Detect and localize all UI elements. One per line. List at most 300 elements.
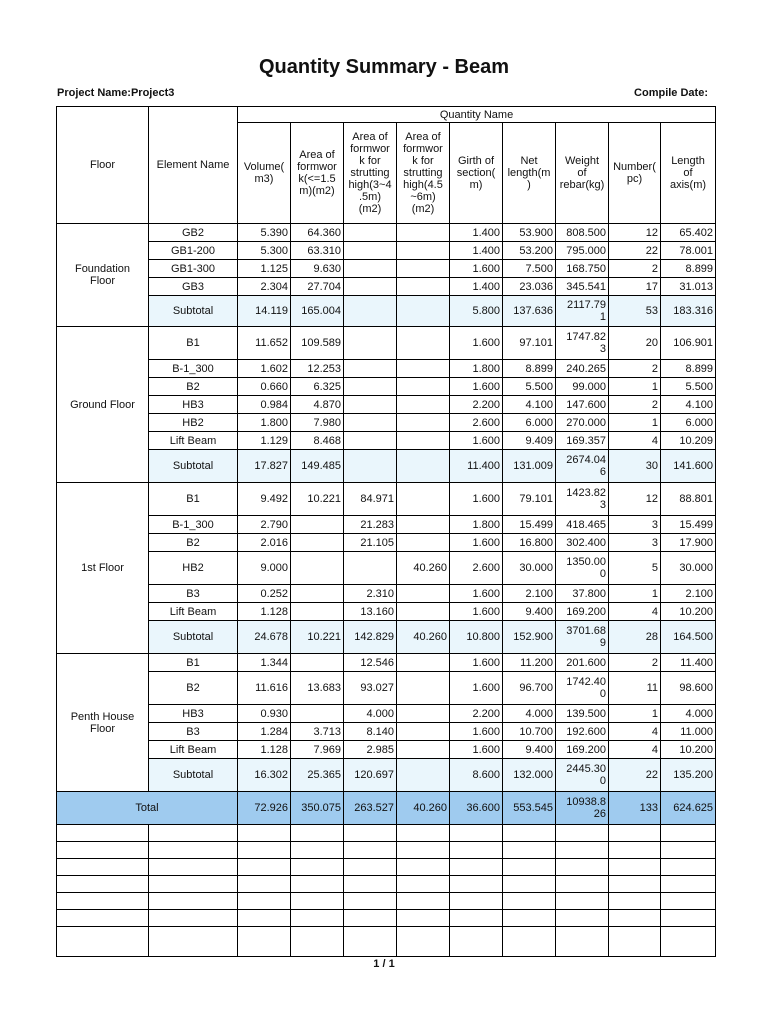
number-cell: 22 [609,242,661,260]
area-strutting-3-4-5-cell [344,224,397,242]
area-strutting-4-5-6-cell [397,534,450,552]
blank-cell [57,893,149,910]
blank-cell [57,910,149,927]
blank-cell [503,893,556,910]
area-strutting-3-4-5-column-header: Area of formwor k for strutting high(3~4 .5m) (m2) [344,123,397,224]
blank-cell [609,825,661,842]
number-cell: 1 [609,414,661,432]
subtotal-area-formwork-cell: 165.004 [291,296,344,327]
element-name-cell: Lift Beam [149,432,238,450]
blank-row [57,927,716,957]
area-strutting-3-4-5-cell: 93.027 [344,672,397,705]
weight-rebar-cell: 139.500 [556,705,609,723]
net-length-cell: 6.000 [503,414,556,432]
area-strutting-4-5-6-cell [397,672,450,705]
total-row [57,792,716,825]
element-name-cell: GB1-300 [149,260,238,278]
area-strutting-4-5-6-cell [397,360,450,378]
subtotal-area-strutting-3-4-5-cell [344,296,397,327]
subtotal-net-length-cell: 132.000 [503,759,556,792]
blank-cell [149,859,238,876]
element-name-cell: B2 [149,534,238,552]
volume-cell: 1.129 [238,432,291,450]
subtotal-length-axis-cell: 135.200 [661,759,716,792]
blank-cell [556,842,609,859]
volume-cell: 1.128 [238,603,291,621]
area-formwork-cell: 63.310 [291,242,344,260]
blank-cell [450,859,503,876]
blank-cell [450,876,503,893]
area-formwork-cell: 3.713 [291,723,344,741]
element-name-cell: Lift Beam [149,741,238,759]
table-row [57,483,716,516]
blank-cell [503,910,556,927]
area-strutting-3-4-5-cell [344,414,397,432]
blank-cell [238,842,291,859]
blank-cell [57,842,149,859]
girth-cell: 1.800 [450,360,503,378]
girth-cell: 1.400 [450,242,503,260]
girth-cell: 1.600 [450,741,503,759]
blank-cell [238,825,291,842]
net-length-column-header: Net length(m ) [503,123,556,224]
area-strutting-3-4-5-cell: 2.985 [344,741,397,759]
element-name-cell: GB1-200 [149,242,238,260]
weight-rebar-cell: 1742.40 0 [556,672,609,705]
length-axis-cell: 30.000 [661,552,716,585]
area-formwork-cell: 13.683 [291,672,344,705]
table-row [57,654,716,672]
area-strutting-3-4-5-cell [344,278,397,296]
weight-rebar-column-header: Weight of rebar(kg) [556,123,609,224]
area-strutting-3-4-5-cell [344,378,397,396]
volume-cell: 2.304 [238,278,291,296]
blank-cell [149,910,238,927]
subtotal-area-strutting-4-5-6-cell [397,450,450,483]
number-cell: 11 [609,672,661,705]
blank-cell [503,825,556,842]
area-strutting-3-4-5-cell: 8.140 [344,723,397,741]
subtotal-number-cell: 53 [609,296,661,327]
blank-cell [556,927,609,957]
weight-rebar-cell: 345.541 [556,278,609,296]
net-length-cell: 9.400 [503,603,556,621]
blank-cell [344,842,397,859]
net-length-cell: 2.100 [503,585,556,603]
blank-cell [609,927,661,957]
volume-cell: 1.344 [238,654,291,672]
number-cell: 1 [609,705,661,723]
subtotal-volume-cell: 24.678 [238,621,291,654]
blank-cell [661,910,716,927]
element-name-cell: B3 [149,723,238,741]
blank-cell [609,876,661,893]
area-formwork-cell [291,534,344,552]
area-strutting-3-4-5-cell: 2.310 [344,585,397,603]
blank-cell [344,825,397,842]
net-length-cell: 30.000 [503,552,556,585]
girth-cell: 1.600 [450,585,503,603]
element-name-cell: B-1_300 [149,516,238,534]
length-axis-cell: 8.899 [661,360,716,378]
blank-cell [149,893,238,910]
subtotal-net-length-cell: 131.009 [503,450,556,483]
element-name-cell: B1 [149,483,238,516]
blank-cell [661,859,716,876]
area-strutting-4-5-6-cell [397,432,450,450]
subtotal-length-axis-cell: 164.500 [661,621,716,654]
blank-cell [291,876,344,893]
blank-cell [149,825,238,842]
table-row [57,723,716,741]
blank-cell [344,893,397,910]
blank-cell [57,859,149,876]
area-strutting-4-5-6-cell [397,585,450,603]
subtotal-area-strutting-3-4-5-cell: 120.697 [344,759,397,792]
volume-cell: 11.616 [238,672,291,705]
floor-cell: Penth House Floor [57,654,149,792]
blank-cell [57,927,149,957]
area-strutting-4-5-6-cell [397,723,450,741]
area-formwork-cell: 7.969 [291,741,344,759]
blank-cell [556,876,609,893]
girth-cell: 2.200 [450,396,503,414]
element-name-cell: HB3 [149,705,238,723]
blank-cell [450,927,503,957]
volume-cell: 0.252 [238,585,291,603]
volume-cell: 2.790 [238,516,291,534]
net-length-cell: 53.200 [503,242,556,260]
volume-cell: 0.930 [238,705,291,723]
girth-cell: 1.600 [450,534,503,552]
girth-cell: 1.600 [450,378,503,396]
volume-cell: 11.652 [238,327,291,360]
net-length-cell: 10.700 [503,723,556,741]
table-row [57,603,716,621]
blank-row [57,893,716,910]
area-strutting-4-5-6-cell [397,378,450,396]
blank-cell [450,910,503,927]
area-formwork-cell [291,585,344,603]
element-name-cell: HB2 [149,552,238,585]
volume-cell: 1.602 [238,360,291,378]
number-cell: 3 [609,516,661,534]
number-cell: 1 [609,585,661,603]
net-length-cell: 79.101 [503,483,556,516]
blank-cell [661,842,716,859]
subtotal-area-strutting-3-4-5-cell: 142.829 [344,621,397,654]
area-strutting-3-4-5-cell: 84.971 [344,483,397,516]
volume-cell: 9.000 [238,552,291,585]
blank-cell [397,842,450,859]
area-formwork-cell: 109.589 [291,327,344,360]
subtotal-volume-cell: 16.302 [238,759,291,792]
element-name-cell: B2 [149,672,238,705]
area-formwork-cell: 6.325 [291,378,344,396]
girth-cell: 1.600 [450,603,503,621]
blank-cell [397,927,450,957]
area-strutting-4-5-6-cell [397,741,450,759]
area-formwork-cell [291,705,344,723]
blank-cell [503,842,556,859]
area-strutting-3-4-5-cell: 21.283 [344,516,397,534]
total-girth-cell: 36.600 [450,792,503,825]
element-name-cell: B1 [149,654,238,672]
volume-cell: 1.125 [238,260,291,278]
blank-cell [661,825,716,842]
net-length-cell: 96.700 [503,672,556,705]
girth-cell: 1.800 [450,516,503,534]
net-length-cell: 7.500 [503,260,556,278]
blank-cell [503,859,556,876]
weight-rebar-cell: 1350.00 0 [556,552,609,585]
net-length-cell: 9.400 [503,741,556,759]
subtotal-area-strutting-4-5-6-cell [397,759,450,792]
subtotal-volume-cell: 17.827 [238,450,291,483]
element-name-cell: GB3 [149,278,238,296]
number-cell: 4 [609,432,661,450]
subtotal-area-formwork-cell: 25.365 [291,759,344,792]
number-cell: 17 [609,278,661,296]
table-row [57,260,716,278]
blank-cell [609,910,661,927]
blank-cell [149,876,238,893]
girth-cell: 2.200 [450,705,503,723]
project-name: Project Name:Project3 [57,87,175,99]
area-strutting-4-5-6-cell [397,327,450,360]
length-axis-cell: 17.900 [661,534,716,552]
blank-cell [450,825,503,842]
area-strutting-4-5-6-cell: 40.260 [397,552,450,585]
girth-cell: 1.400 [450,224,503,242]
number-cell: 2 [609,654,661,672]
girth-cell: 2.600 [450,552,503,585]
floor-column-header: Floor [57,107,149,224]
net-length-cell: 97.101 [503,327,556,360]
area-formwork-cell: 10.221 [291,483,344,516]
total-weight-rebar-cell: 10938.8 26 [556,792,609,825]
blank-cell [397,910,450,927]
subtotal-weight-rebar-cell: 2445.30 0 [556,759,609,792]
length-axis-cell: 106.901 [661,327,716,360]
volume-cell: 9.492 [238,483,291,516]
area-strutting-3-4-5-cell [344,260,397,278]
area-strutting-3-4-5-cell: 13.160 [344,603,397,621]
element-name-cell: B1 [149,327,238,360]
area-strutting-3-4-5-cell: 12.546 [344,654,397,672]
subtotal-area-strutting-3-4-5-cell [344,450,397,483]
length-axis-cell: 10.200 [661,603,716,621]
volume-cell: 2.016 [238,534,291,552]
blank-cell [397,876,450,893]
weight-rebar-cell: 302.400 [556,534,609,552]
weight-rebar-cell: 168.750 [556,260,609,278]
weight-rebar-cell: 99.000 [556,378,609,396]
total-area-strutting-3-4-5-cell: 263.527 [344,792,397,825]
weight-rebar-cell: 192.600 [556,723,609,741]
area-formwork-column-header: Area of formwor k(<=1.5 m)(m2) [291,123,344,224]
blank-row [57,842,716,859]
blank-cell [661,876,716,893]
table-row [57,552,716,585]
area-formwork-cell: 12.253 [291,360,344,378]
blank-cell [344,859,397,876]
element-name-cell: HB2 [149,414,238,432]
blank-cell [149,927,238,957]
element-name-cell: Lift Beam [149,603,238,621]
weight-rebar-cell: 37.800 [556,585,609,603]
area-strutting-4-5-6-cell [397,414,450,432]
area-strutting-3-4-5-cell: 4.000 [344,705,397,723]
subtotal-length-axis-cell: 183.316 [661,296,716,327]
page-number: 1 / 1 [373,958,395,970]
table-row [57,360,716,378]
area-strutting-3-4-5-cell [344,360,397,378]
area-strutting-3-4-5-cell [344,432,397,450]
length-axis-cell: 98.600 [661,672,716,705]
area-formwork-cell [291,552,344,585]
floor-cell: Ground Floor [57,327,149,483]
floor-cell: Foundation Floor [57,224,149,327]
girth-column-header: Girth of section( m) [450,123,503,224]
table-row [57,242,716,260]
net-length-cell: 53.900 [503,224,556,242]
element-name-cell: B-1_300 [149,360,238,378]
blank-cell [291,859,344,876]
net-length-cell: 9.409 [503,432,556,450]
girth-cell: 1.400 [450,278,503,296]
length-axis-cell: 6.000 [661,414,716,432]
area-strutting-3-4-5-cell [344,327,397,360]
weight-rebar-cell: 795.000 [556,242,609,260]
blank-cell [556,825,609,842]
number-cell: 4 [609,723,661,741]
area-strutting-4-5-6-cell [397,396,450,414]
subtotal-number-cell: 22 [609,759,661,792]
girth-cell: 1.600 [450,260,503,278]
blank-cell [344,910,397,927]
compile-date: Compile Date: [634,87,708,99]
blank-row [57,825,716,842]
net-length-cell: 11.200 [503,654,556,672]
table-header [57,107,716,224]
weight-rebar-cell: 169.200 [556,741,609,759]
volume-cell: 1.800 [238,414,291,432]
subtotal-weight-rebar-cell: 3701.68 9 [556,621,609,654]
area-strutting-4-5-6-cell [397,483,450,516]
blank-cell [609,842,661,859]
net-length-cell: 4.100 [503,396,556,414]
weight-rebar-cell: 201.600 [556,654,609,672]
girth-cell: 2.600 [450,414,503,432]
subtotal-net-length-cell: 152.900 [503,621,556,654]
blank-cell [661,927,716,957]
blank-cell [344,876,397,893]
subtotal-weight-rebar-cell: 2674.04 6 [556,450,609,483]
element-name-cell: GB2 [149,224,238,242]
girth-cell: 1.600 [450,432,503,450]
subtotal-weight-rebar-cell: 2117.79 1 [556,296,609,327]
blank-cell [57,876,149,893]
length-axis-column-header: Length of axis(m) [661,123,716,224]
girth-cell: 1.600 [450,483,503,516]
area-strutting-4-5-6-cell [397,516,450,534]
table-row [57,705,716,723]
blank-cell [556,893,609,910]
area-strutting-4-5-6-cell [397,260,450,278]
number-cell: 4 [609,603,661,621]
length-axis-cell: 65.402 [661,224,716,242]
number-cell: 5 [609,552,661,585]
area-formwork-cell: 8.468 [291,432,344,450]
weight-rebar-cell: 808.500 [556,224,609,242]
table-row [57,672,716,705]
area-strutting-3-4-5-cell [344,242,397,260]
blank-cell [503,876,556,893]
blank-cell [238,910,291,927]
blank-row [57,876,716,893]
subtotal-number-cell: 30 [609,450,661,483]
girth-cell: 1.600 [450,327,503,360]
weight-rebar-cell: 1423.82 3 [556,483,609,516]
area-formwork-cell [291,603,344,621]
length-axis-cell: 2.100 [661,585,716,603]
weight-rebar-cell: 169.200 [556,603,609,621]
table-body [57,224,716,957]
total-label: Total [57,792,238,825]
subtotal-label: Subtotal [149,450,238,483]
number-cell: 12 [609,483,661,516]
blank-cell [397,859,450,876]
area-strutting-4-5-6-cell [397,654,450,672]
volume-cell: 0.660 [238,378,291,396]
blank-cell [556,859,609,876]
area-strutting-4-5-6-column-header: Area of formwor k for strutting high(4.5 ~6m) (m2) [397,123,450,224]
length-axis-cell: 78.001 [661,242,716,260]
length-axis-cell: 10.209 [661,432,716,450]
total-volume-cell: 72.926 [238,792,291,825]
subtotal-girth-cell: 10.800 [450,621,503,654]
total-number-cell: 133 [609,792,661,825]
volume-cell: 0.984 [238,396,291,414]
blank-cell [450,842,503,859]
weight-rebar-cell: 169.357 [556,432,609,450]
number-column-header: Number( pc) [609,123,661,224]
net-length-cell: 8.899 [503,360,556,378]
volume-cell: 1.128 [238,741,291,759]
subtotal-number-cell: 28 [609,621,661,654]
area-strutting-3-4-5-cell [344,552,397,585]
page-title: Quantity Summary - Beam [258,56,510,78]
blank-cell [238,893,291,910]
blank-cell [291,910,344,927]
subtotal-area-formwork-cell: 10.221 [291,621,344,654]
blank-row [57,859,716,876]
area-formwork-cell: 4.870 [291,396,344,414]
subtotal-area-strutting-4-5-6-cell: 40.260 [397,621,450,654]
weight-rebar-cell: 270.000 [556,414,609,432]
table-row [57,585,716,603]
blank-cell [344,927,397,957]
area-strutting-4-5-6-cell [397,242,450,260]
table-row [57,327,716,360]
total-area-strutting-4-5-6-cell: 40.260 [397,792,450,825]
length-axis-cell: 15.499 [661,516,716,534]
subtotal-girth-cell: 5.800 [450,296,503,327]
subtotal-girth-cell: 11.400 [450,450,503,483]
blank-cell [397,825,450,842]
subtotal-row [57,759,716,792]
